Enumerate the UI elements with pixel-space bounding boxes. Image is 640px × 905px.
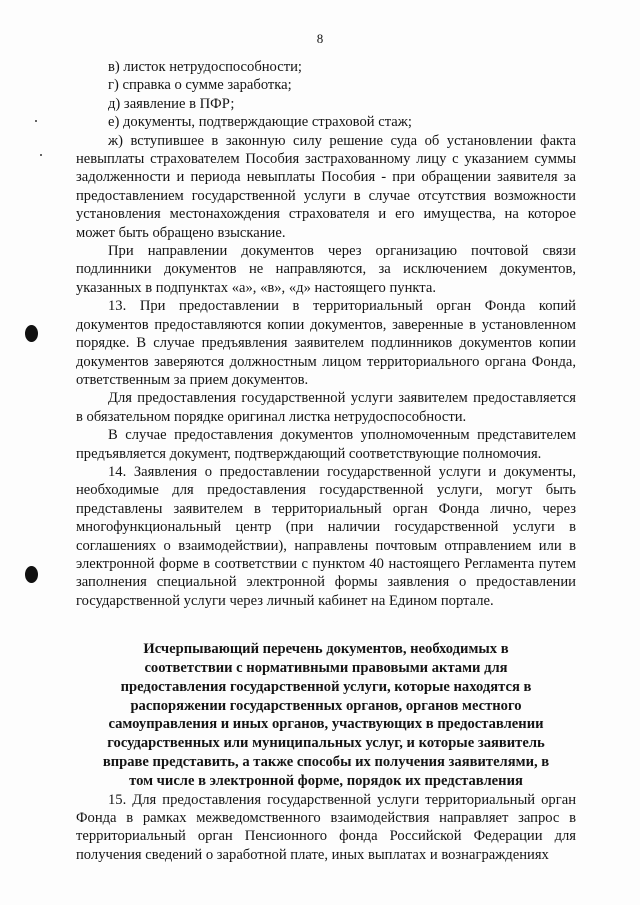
scan-speck bbox=[35, 120, 37, 122]
paragraph: В случае предоставления документов уполномоченным представителем предъявляется документ, подтверждающий соответствующие полномочия. bbox=[76, 427, 576, 462]
document-body bbox=[76, 58, 576, 864]
paragraph: 14. Заявления о предоставлении государственной услуги и документы, необходимые для предоставления государственной услуги, могут быть представлены заявителем в территориальный орган Фонда лично, через многофункциональный центр (при наличии государственной услуги в соглашениях о взаимодействии), направлены почтовым отправлением или в электронной форме в соответствии с пунктом 40 настоящего Регламента путем заполнения специальной электронной формы заявления о предоставлении государственной услуги через личный кабинет на Едином портале. bbox=[76, 463, 576, 609]
list-item: в) листок нетрудоспособности; bbox=[108, 59, 302, 75]
paragraph: Для предоставления государственной услуги заявителем предоставляется в обязательном порядке оригинал листка нетрудоспособности. bbox=[76, 390, 576, 425]
punch-hole-mark bbox=[25, 325, 38, 342]
paragraph: ж) вступившее в законную силу решение суда об установлении факта невыплаты страхователем Пособия застрахованному лицу с указанием суммы задолженности и периода невыплаты Пособия - при обращении заявителя за предоставлением государственной услуги в случае отсутствия возможности установления местонахождения страхователя и его имущества, на которое может быть обращено взыскание. bbox=[76, 132, 576, 241]
list-item: д) заявление в ПФР; bbox=[108, 95, 235, 112]
paragraph: 15. Для предоставления государственной услуги территориальный орган Фонда в рамках межведомственного взаимодействия направляет запрос в территориальный орган Пенсионного фонда Российской Федерации для получения сведений о заработной плате, иных выплатах и вознаграждениях bbox=[76, 791, 576, 863]
punch-hole-mark bbox=[25, 566, 38, 583]
paragraph: 13. При предоставлении в территориальный орган Фонда копий документов предоставляются копии документов, заверенные в установленном порядке. В случае предъявления заявителем подлинников документов копии документов заверяются должностным лицом территориального органа Фонда, ответственным за прием документов. bbox=[76, 298, 576, 388]
paragraph: При направлении документов через организацию почтовой связи подлинники документов не направляются, за исключением документов, указанных в подпунктах «а», «в», «д» настоящего пункта. bbox=[76, 243, 576, 296]
page-number: 8 bbox=[316, 31, 324, 46]
scan-speck bbox=[40, 154, 42, 156]
list-item: е) документы, подтверждающие страховой стаж; bbox=[108, 114, 412, 131]
list-item: г) справка о сумме заработка; bbox=[108, 77, 292, 94]
section-heading: Исчерпывающий перечень документов, необходимых в соответствии с нормативными правовыми актами для предоставления государственной услуги, которые находятся в распоряжении государственных органов, органов местного самоуправления и иных органов, участвующих в предоставлении государственных или муниципальных услуг, и которые заявитель вправе представить, а также способы их получения заявителями, в том числе в электронной форме, порядок их представления bbox=[102, 641, 550, 789]
